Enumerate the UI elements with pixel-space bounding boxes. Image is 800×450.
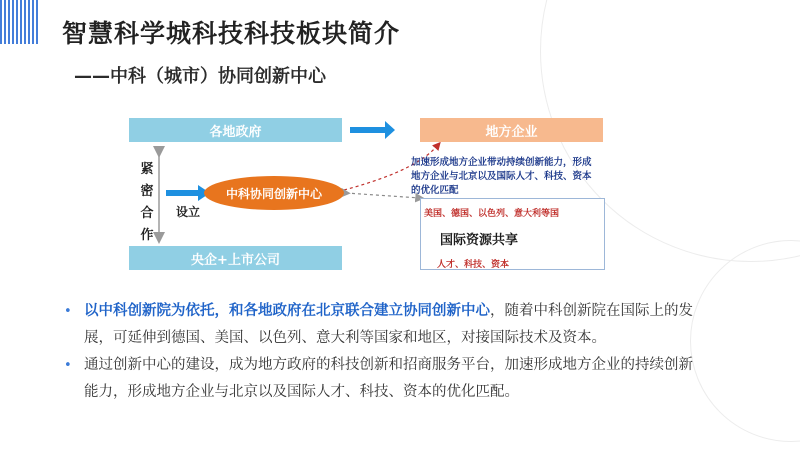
enterprise-description: 加速形成地方企业带动持续创新能力，形成地方企业与北京以及国际人才、科技、资本的优化匹配	[411, 157, 592, 196]
bullet-dot: •	[64, 304, 72, 319]
resource-sharing-title: 国际资源共享	[440, 233, 519, 248]
resource-countries: 美国、德国、以色列、意大利等国	[424, 209, 560, 219]
local-government-box: 各地政府	[129, 118, 342, 142]
bullet-text: 通过创新中心的建设，成为地方政府的科技创新和招商服务平台，加速形成地方企业的持续创新能力，形成地方企业与北京以及国际人才、科技、资本的优化匹配。	[84, 357, 693, 400]
center-to-resources-dashed-arrow	[346, 193, 420, 198]
establish-label: 设立	[176, 205, 201, 219]
resource-items: 人才、科技、资本	[437, 260, 510, 270]
central-enterprise-box: 央企+上市公司	[129, 246, 342, 270]
bullet-dot: •	[64, 358, 72, 373]
bullet-item	[62, 352, 702, 406]
cooperation-label: 紧密合作	[140, 162, 154, 243]
slide-title: 智慧科学城科技科技板块简介	[62, 19, 401, 48]
bullet-highlight: 以中科创新院为依托，和各地政府在北京联合建立协同创新中心	[84, 303, 490, 319]
bullet-list	[62, 298, 702, 406]
local-enterprise-box: 地方企业	[420, 118, 603, 142]
gov-to-enterprise-arrow	[350, 121, 395, 139]
bullet-item	[62, 298, 702, 352]
innovation-center-ellipse: 中科协同创新中心	[204, 176, 344, 210]
slide-subtitle: ——中科（城市）协同创新中心	[74, 66, 326, 87]
bullet-text: ，随着中科创新院在国际上的发展，可延伸到德国、美国、以色列、意大利等国家和地区，对接国际技术及资本。	[84, 303, 693, 346]
